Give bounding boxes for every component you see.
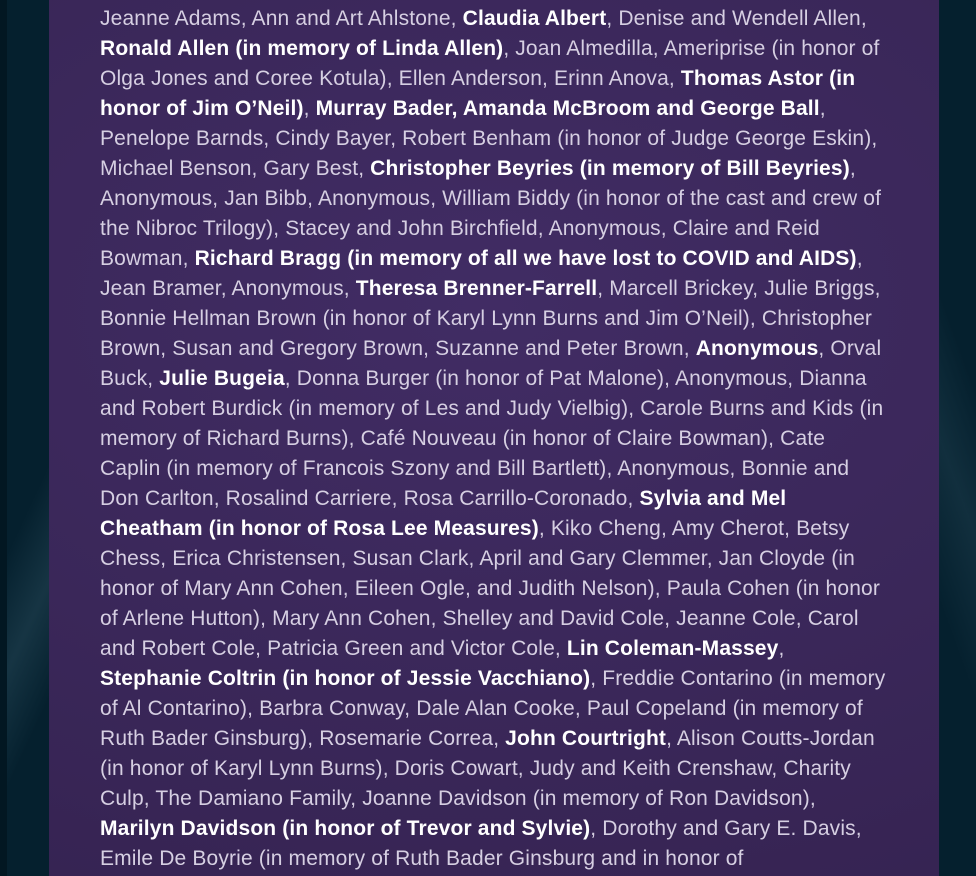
right-background-band <box>939 0 976 876</box>
donor-segment: , Dorothy and Gary E. Davis, Emile De Boyrie (in memory of Ruth Bader Ginsburg and in honor of <box>100 817 862 870</box>
donor-segment-bold: Ronald Allen (in memory of Linda Allen) <box>100 37 504 60</box>
donor-segment: , Alison Coutts-Jordan (in honor of Karyl Lynn Burns), Doris Cowart, Judy and Keith Crenshaw, Charity Culp, The Damiano Family, Joanne Davidson (in memory of Ron Davidson), <box>100 727 875 810</box>
donor-segment: , Joan Almedilla, Ameriprise (in honor of Olga Jones and Coree Kotula), Ellen Anderson, Erinn Anova, <box>100 37 880 90</box>
donor-segment: , Marcell Brickey, Julie Briggs, Bonnie Hellman Brown (in honor of Karyl Lynn Burns and Jim O’Neil), Christopher Brown, Susan and Gregory Brown, Suzanne and Peter Brown, <box>100 277 881 360</box>
donor-segment-bold: Lin Coleman-Massey <box>566 637 779 660</box>
donor-segment: , Orval Buck, <box>100 337 882 390</box>
donor-segment-bold: Sylvia and Mel Cheatham (in honor of Rosa Lee Measures) <box>100 487 787 540</box>
donor-segment-bold: Marilyn Davidson (in honor of Trevor and Sylvie) <box>100 817 591 840</box>
donor-segment-bold: Richard Bragg (in memory of all we have lost to COVID and AIDS) <box>194 247 857 270</box>
donor-segment-bold: Christopher Beyries (in memory of Bill Beyries) <box>370 157 850 180</box>
donor-segment-bold: Murray Bader, Amanda McBroom and George Ball <box>315 97 820 120</box>
donor-segment-bold: Julie Bugeia <box>159 367 285 390</box>
donor-segment: , <box>303 97 316 120</box>
donor-segment: , Anonymous, Jan Bibb, Anonymous, William Biddy (in honor of the cast and crew of the Nibroc Trilogy), Stacey and John Birchfield, Anonymous, Claire and Reid Bowman, <box>100 157 882 270</box>
donor-acknowledgment-section <box>100 4 886 874</box>
donor-segment-bold: Stephanie Coltrin (in honor of Jessie Vacchiano) <box>100 667 591 690</box>
donor-segment: , Penelope Barnds, Cindy Bayer, Robert Benham (in honor of Judge George Eskin), Michael Benson, Gary Best, <box>100 97 878 180</box>
donor-segment: , Jean Bramer, Anonymous, <box>100 247 863 300</box>
donor-segment: , <box>778 637 785 660</box>
left-background-band <box>0 0 49 876</box>
donor-segment: , Denise and Wendell Allen, <box>606 7 867 30</box>
donor-segment-bold: Thomas Astor (in honor of Jim O’Neil) <box>100 67 856 120</box>
donor-segment: Jeanne Adams, Ann and Art Ahlstone, <box>100 7 463 30</box>
donor-segment-bold: Anonymous <box>695 337 819 360</box>
donor-segment: , Freddie Contarino (in memory of Al Contarino), Barbra Conway, Dale Alan Cooke, Paul Copeland (in memory of Ruth Bader Ginsburg), Rosemarie Correa, <box>100 667 886 750</box>
donor-segment-bold: John Courtright <box>505 727 667 750</box>
donor-segment: , Donna Burger (in honor of Pat Malone), Anonymous, Dianna and Robert Burdick (in memory of Les and Judy Vielbig), Carole Burns and Kids (in memory of Richard Burns), Café Nouveau (in honor of Claire Bowman), Cate Caplin (in memory of Francois Szony and Bill Bartlett), Anonymous, Bonnie and Don Carlton, Rosalind Carriere, Rosa Carrillo-Coronado, <box>100 367 884 510</box>
donor-list-paragraph <box>100 4 886 874</box>
donor-segment-bold: Theresa Brenner-Farrell <box>355 277 598 300</box>
donor-segment: , Kiko Cheng, Amy Cherot, Betsy Chess, Erica Christensen, Susan Clark, April and Gary Clemmer, Jan Cloyde (in honor of Mary Ann Cohen, Eileen Ogle, and Judith Nelson), Paula Cohen (in honor of Arlene Hutton), Mary Ann Cohen, Shelley and David Cole, Jeanne Cole, Carol and Robert Cole, Patricia Green and Victor Cole, <box>100 517 880 660</box>
donor-segment-bold: Claudia Albert <box>462 7 607 30</box>
